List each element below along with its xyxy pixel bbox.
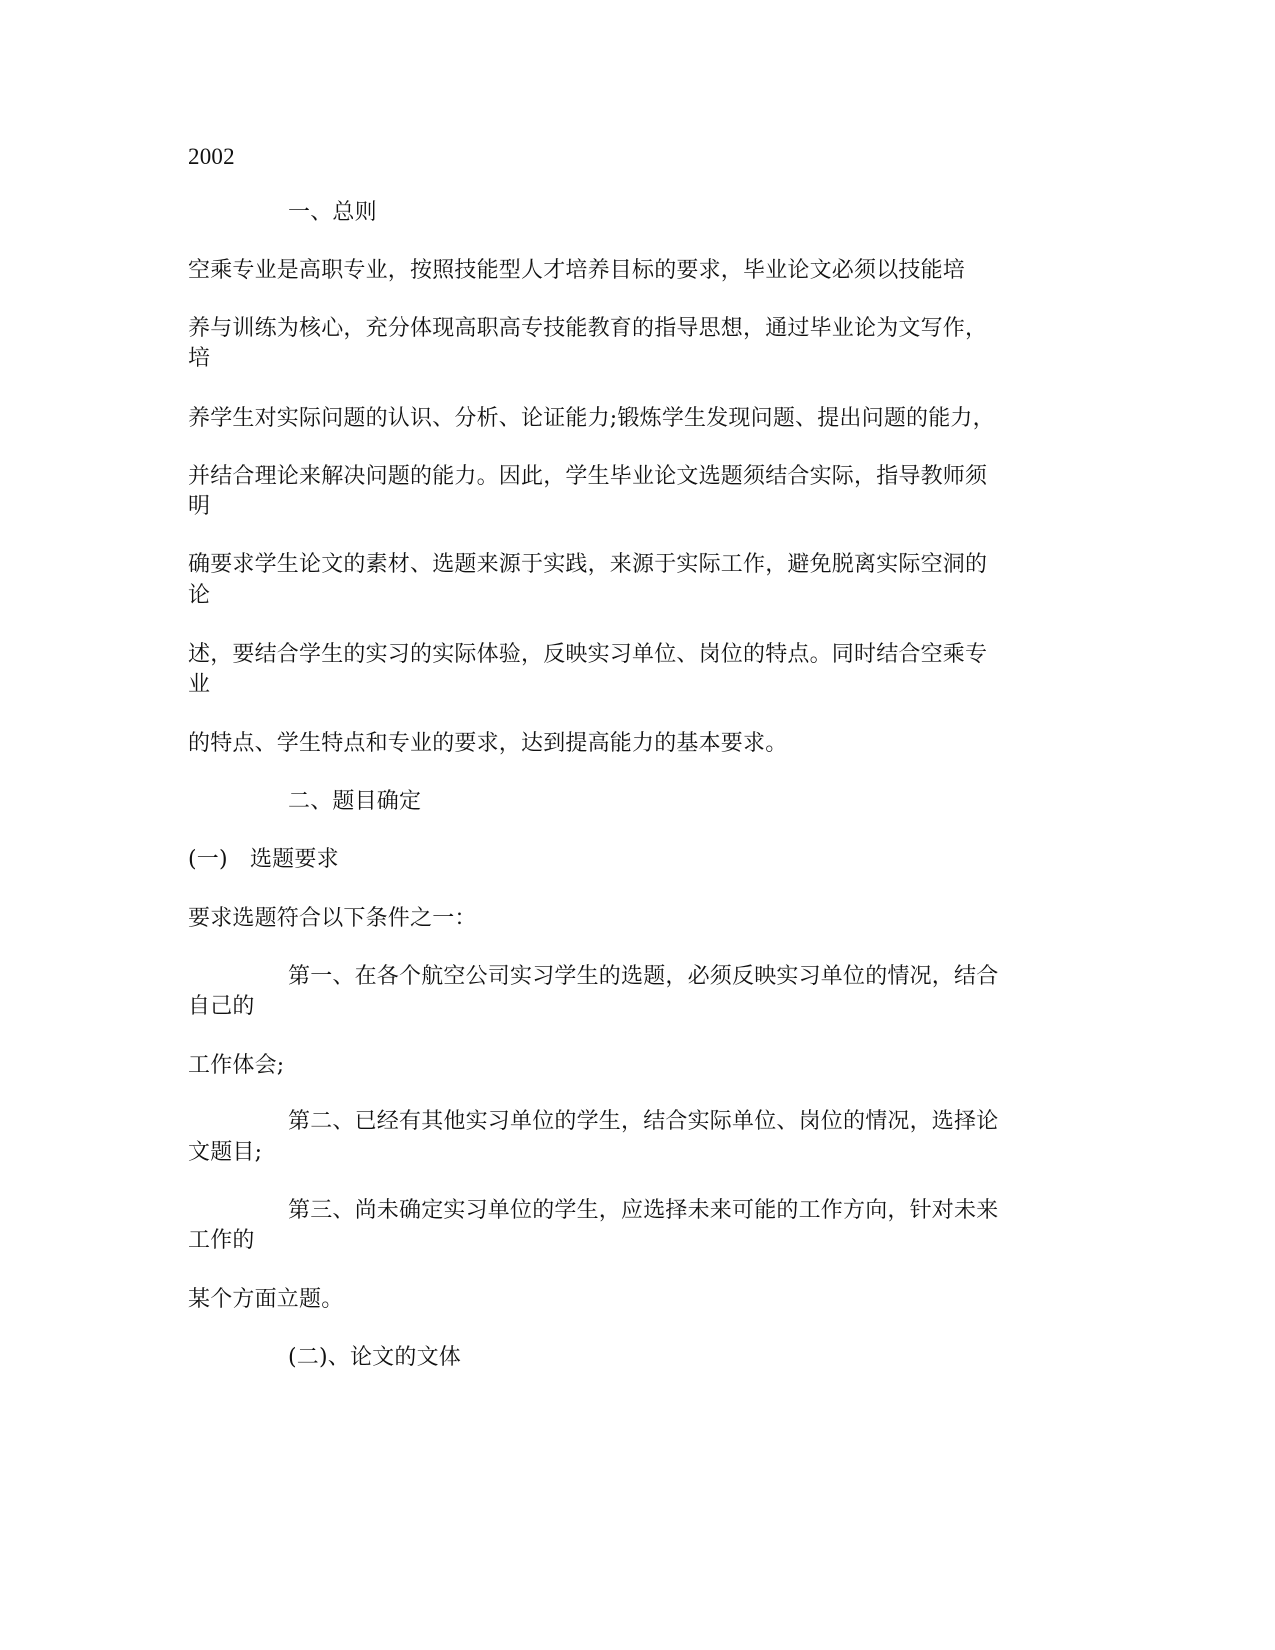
condition-2-line-1: 第二、已经有其他实习单位的学生，结合实际单位、岗位的情况，选择论	[288, 1109, 999, 1134]
paragraph-line: 空乘专业是高职专业，按照技能型人才培养目标的要求，毕业论文必须以技能培	[188, 258, 966, 283]
paragraph-line: 述，要结合学生的实习的实际体验，反映实习单位、岗位的特点。同时结合空乘专	[188, 642, 988, 667]
paragraph-line: 明	[188, 494, 211, 519]
condition-1-line-1: 第一、在各个航空公司实习学生的选题，必须反映实习单位的情况，结合	[288, 964, 999, 989]
condition-3-line-1: 第三、尚未确定实习单位的学生，应选择未来可能的工作方向，针对未来	[288, 1198, 999, 1223]
paragraph-line: 培	[188, 346, 211, 371]
document-year: 2002	[188, 144, 235, 169]
subsection-heading-style: (二)、论文的文体	[288, 1345, 461, 1370]
paragraph-line: 养与训练为核心，充分体现高职高专技能教育的指导思想，通过毕业论为文写作，	[188, 316, 988, 341]
condition-3-line-2: 工作的	[188, 1228, 255, 1253]
section-heading-topic: 二、题目确定	[288, 789, 422, 814]
subsection-heading-requirements: (一) 选题要求	[188, 847, 339, 872]
paragraph-line: 论	[188, 583, 211, 608]
requirement-intro: 要求选题符合以下条件之一：	[188, 906, 477, 931]
condition-3-line-3: 某个方面立题。	[188, 1287, 344, 1312]
paragraph-line: 养学生对实际问题的认识、分析、论证能力;锻炼学生发现问题、提出问题的能力，	[188, 406, 995, 431]
paragraph-line: 并结合理论来解决问题的能力。因此，学生毕业论文选题须结合实际，指导教师须	[188, 464, 988, 489]
paragraph-line: 确要求学生论文的素材、选题来源于实践，来源于实际工作，避免脱离实际空洞的	[188, 552, 988, 577]
condition-1-line-2: 自己的	[188, 994, 255, 1019]
paragraph-line: 业	[188, 672, 211, 697]
paragraph-line: 的特点、学生特点和专业的要求，达到提高能力的基本要求。	[188, 731, 788, 756]
condition-1-line-3: 工作体会;	[188, 1053, 285, 1078]
condition-2-line-2: 文题目;	[188, 1140, 263, 1165]
section-heading-general: 一、总则	[288, 200, 377, 225]
